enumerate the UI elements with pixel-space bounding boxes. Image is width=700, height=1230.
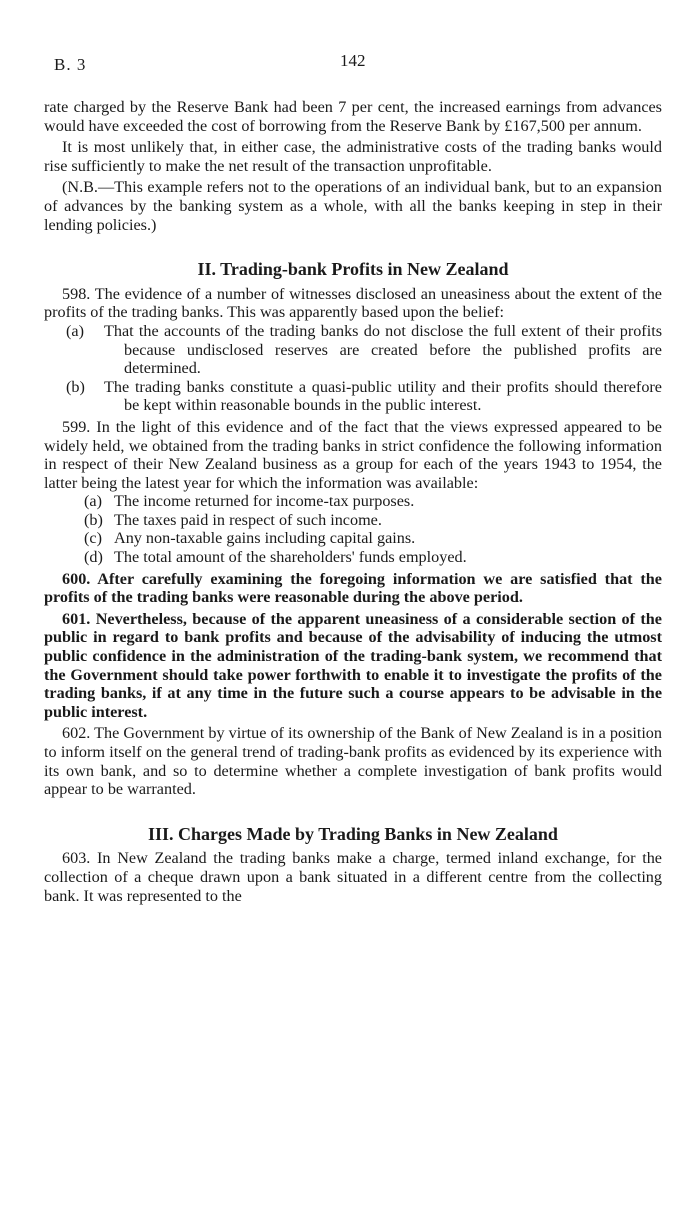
belief-list — [44, 322, 662, 415]
paragraph-602: 602. The Government by virtue of its ownership of the Bank of New Zealand is in a position to inform itself on the general trend of trading-bank profits as evidenced by its experience with its own bank, and so to determine whether a complete investigation of bank profits would appear to be warranted. — [44, 724, 662, 799]
list-item — [44, 529, 662, 548]
paragraph-598: 598. The evidence of a number of witnesses disclosed an uneasiness about the extent of the profits of the trading banks. This was apparently based upon the belief: — [44, 284, 662, 322]
report-reference: B. 3 — [54, 55, 87, 74]
list-item-text: The income returned for income-tax purposes. — [114, 492, 415, 511]
page-number: 142 — [340, 51, 366, 70]
paragraph-601: 601. Nevertheless, because of the apparent uneasiness of a considerable section of the public in regard to bank profits and because of the advisability of inducing the utmost public confidence in the administration of the trading-bank system, we recommend that the Government should take power forthwith to enable it to investigate the profits of the trading banks, if at any time in the future such a course appears to be advisable in the public interest. — [44, 609, 662, 721]
paragraph-603: 603. In New Zealand the trading banks make a charge, termed inland exchange, for the collection of a cheque drawn upon a bank situated in a different centre from the collecting bank. It was represented to the — [44, 849, 662, 905]
paragraph-note: (N.B.—This example refers not to the operations of an individual bank, but to an expansion of advances by the banking system as a whole, with all the banks keeping in step in their lending policies.) — [44, 178, 662, 234]
list-item — [44, 511, 662, 530]
list-marker: (a) — [66, 321, 84, 340]
information-list — [44, 492, 662, 566]
running-head — [44, 46, 662, 74]
paragraph-continued: rate charged by the Reserve Bank had been 7 per cent, the increased earnings from advances would have exceeded the cost of borrowing from the Reserve Bank by £167,500 per annum. — [44, 98, 662, 135]
paragraph: It is most unlikely that, in either case, the administrative costs of the trading banks would rise sufficiently to make the net result of the transaction unprofitable. — [44, 138, 662, 175]
list-marker: (d) — [84, 548, 103, 567]
list-item-text: The total amount of the shareholders' funds employed. — [114, 548, 467, 567]
list-item-text: That the accounts of the trading banks do not disclose the full extent of their profits because undisclosed reserves are created before the published profits are determined. — [104, 321, 662, 378]
list-item — [44, 548, 662, 567]
list-item-text: Any non-taxable gains including capital gains. — [114, 529, 416, 548]
section-heading-trading-bank-profits: II. Trading-bank Profits in New Zealand — [197, 259, 509, 280]
section-heading-trading-bank-charges: III. Charges Made by Trading Banks in New Zealand — [148, 823, 558, 844]
list-marker: (b) — [84, 510, 103, 529]
list-marker: (a) — [84, 492, 102, 511]
list-item-text: The trading banks constitute a quasi-public utility and their profits should therefore be kept within reasonable bounds in the public interest. — [104, 377, 662, 415]
paragraph-600: 600. After carefully examining the foregoing information we are satisfied that the profits of the trading banks were reasonable during the above period. — [44, 569, 662, 607]
list-item — [44, 378, 662, 415]
list-item — [44, 322, 662, 378]
list-marker: (c) — [84, 529, 102, 548]
list-marker: (b) — [66, 377, 85, 396]
paragraph-599: 599. In the light of this evidence and of the fact that the views expressed appeared to be widely held, we obtained from the trading banks in strict confidence the following information in respect of their New Zealand business as a group for each of the years 1943 to 1954, the latter being the latest year for which the information was available: — [44, 417, 662, 492]
list-item — [44, 492, 662, 511]
list-item-text: The taxes paid in respect of such income. — [114, 510, 382, 529]
body-text — [44, 98, 662, 905]
